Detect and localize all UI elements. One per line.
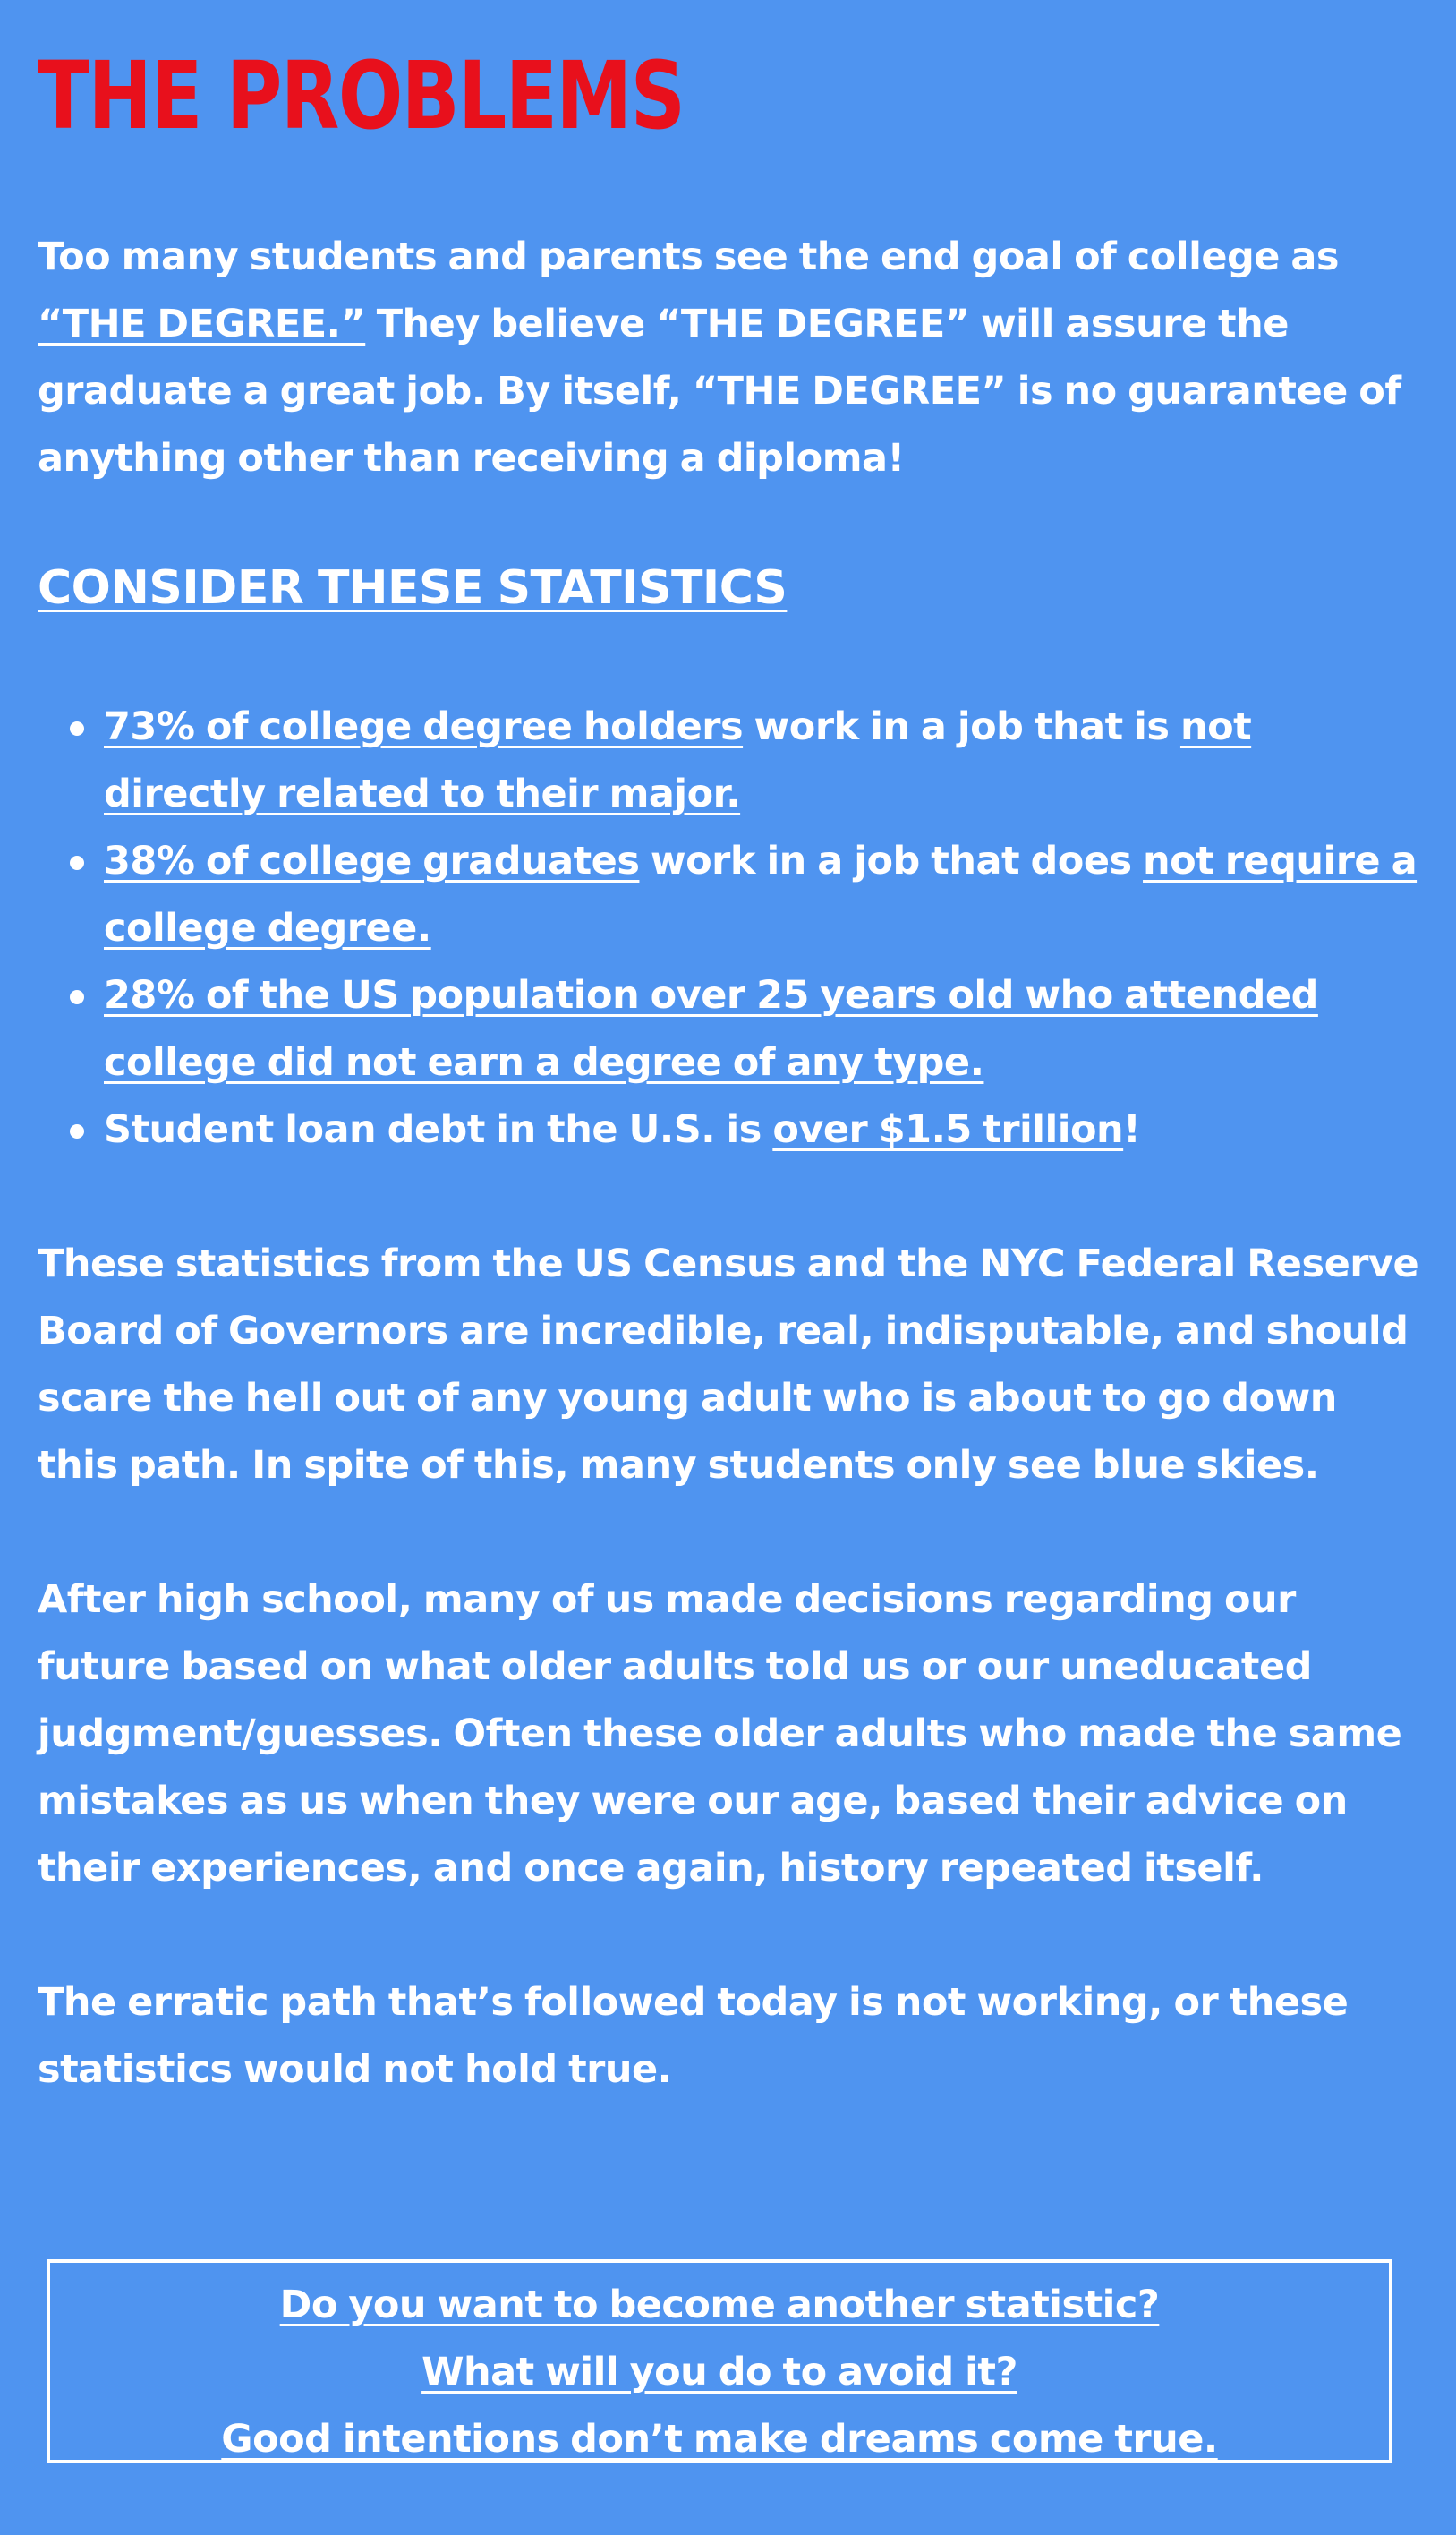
list-item bbox=[70, 962, 1421, 1097]
cta-link-statistic[interactable]: Do you want to become another statistic? bbox=[279, 2283, 1160, 2327]
intro-text-end: They believe “THE DEGREE” will assure the graduate a great job. By itself, “THE DEGREE” is no guarantee of anything other than receiving a diploma! bbox=[38, 302, 1401, 481]
the-degree-link[interactable]: “THE DEGREE.” bbox=[38, 302, 366, 346]
stat-tail-link[interactable]: over $1.5 trillion bbox=[772, 1107, 1124, 1152]
stat-tail-link[interactable]: not directly related to their major. bbox=[104, 704, 1252, 816]
bullet-icon bbox=[70, 990, 84, 1004]
census-paragraph: These statistics from the US Census and the NYC Federal Reserve Board of Governors are incredible, real, indisputable, and should scare the hell out of any young adult who is about to go down this path. In spite of this, many students only see blue skies. bbox=[38, 1242, 1419, 1488]
intro-paragraph bbox=[38, 224, 1420, 492]
stat-text: work in a job that does bbox=[639, 839, 1144, 883]
list-item bbox=[70, 828, 1421, 962]
cta-link-avoid[interactable]: What will you do to avoid it? bbox=[421, 2350, 1017, 2394]
list-item bbox=[70, 1097, 1421, 1164]
erratic-path-paragraph: The erratic path that’s followed today is not working, or these statistics would not hold true. bbox=[38, 1980, 1349, 2092]
stat-lead-link[interactable]: 73% of college degree holders bbox=[104, 704, 744, 749]
stat-end: ! bbox=[1123, 1107, 1141, 1152]
call-to-action-box bbox=[47, 2259, 1392, 2463]
list-item bbox=[70, 694, 1421, 828]
stat-lead-link[interactable]: 28% of the US population over 25 years old who attended college did not earn a degree of any type. bbox=[104, 973, 1318, 1085]
stat-text: work in a job that is bbox=[743, 704, 1180, 749]
bullet-icon bbox=[70, 1124, 84, 1139]
page-title: THE PROBLEMS bbox=[38, 41, 685, 150]
stat-tail-link[interactable]: not require a college degree. bbox=[104, 839, 1418, 951]
statistics-heading[interactable]: CONSIDER THESE STATISTICS bbox=[38, 561, 788, 615]
intro-text-start: Too many students and parents see the end goal of college as bbox=[38, 235, 1340, 279]
stat-lead-link[interactable]: 38% of college graduates bbox=[104, 839, 640, 883]
cta-link-dreams[interactable]: Good intentions don’t make dreams come true. bbox=[221, 2417, 1218, 2462]
bullet-icon bbox=[70, 856, 84, 870]
high-school-paragraph: After high school, many of us made decisions regarding our future based on what older adults told us or our uneducated judgment/guesses. Often these older adults who made the same mistakes as us when they were our age, based their advice on their experiences, and once again, history repeated itself. bbox=[38, 1577, 1402, 1891]
statistics-list bbox=[70, 694, 1421, 1164]
bullet-icon bbox=[70, 721, 84, 736]
stat-text: Student loan debt in the U.S. is bbox=[104, 1107, 773, 1152]
